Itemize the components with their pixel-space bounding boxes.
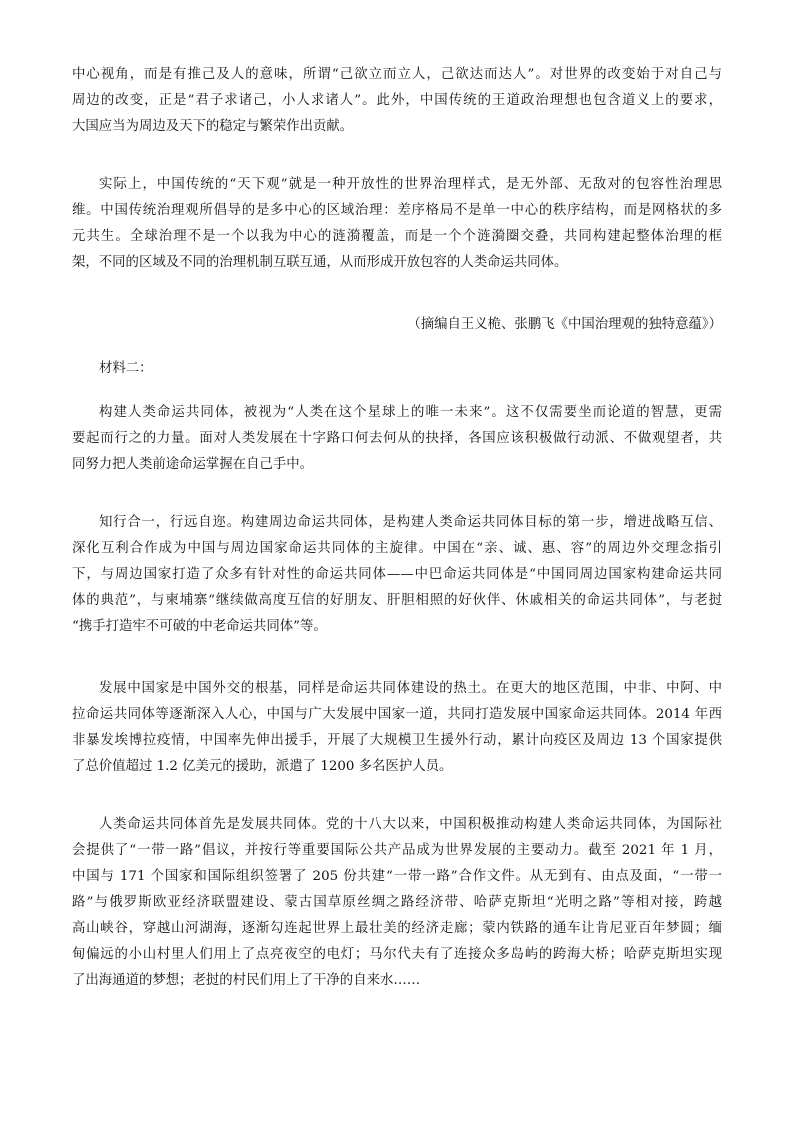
text-line: 知行合一，行远自迩。构建周边命运共同体，是构建人类命运共同体目标的第一步，增进战略互信、 <box>99 515 722 530</box>
material-label: 材料二： <box>99 361 153 376</box>
paragraph-1 <box>72 62 722 140</box>
text-line: 体的典范”，与柬埔寨“继续做高度互信的好朋友、肝胆相照的好伙伴、休戚相关的命运共同体”，与老挝 <box>72 593 722 608</box>
text-line: 甸偏远的小山村里人们用上了点亮夜空的电灯；马尔代夫有了连接众多岛屿的跨海大桥；哈萨克斯坦实现 <box>72 947 722 962</box>
text-line: 拉命运共同体等逐渐深入人心，中国与广大发展中国家一道，共同打造发展中国家命运共同体。2014 年西 <box>72 707 722 722</box>
paragraph-3 <box>72 400 722 478</box>
text-line: 元共生。全球治理不是一个以我为中心的涟漪覆盖，而是一个个涟漪圈交叠，共同构建起整体治理的框 <box>72 229 722 244</box>
text-line: 下，与周边国家打造了众多有针对性的命运共同体——中巴命运共同体是“中国同周边国家构建命运共同 <box>72 567 722 582</box>
text-line: 架，不同的区域及不同的治理机制互联互通，从而形成开放包容的人类命运共同体。 <box>72 255 568 270</box>
text-line: 发展中国家是中国外交的根基，同样是命运共同体建设的热土。在更大的地区范围，中非、中阿、中 <box>99 681 722 696</box>
text-line: 了总价值超过 1.2 亿美元的援助，派遣了 1200 多名医护人员。 <box>72 759 453 774</box>
text-line: 大国应当为周边及天下的稳定与繁荣作出贡献。 <box>72 119 354 134</box>
text-line: 人类命运共同体首先是发展共同体。党的十八大以来，中国积极推动构建人类命运共同体，为国际社 <box>99 817 722 832</box>
paragraph-4 <box>72 510 722 640</box>
text-line: 构建人类命运共同体，被视为“人类在这个星球上的唯一未来”。这不仅需要坐而论道的智慧，更需 <box>99 405 722 420</box>
source-citation: （摘编自王义桅、张鹏飞《中国治理观的独特意蕴》） <box>407 317 722 332</box>
text-line: 了出海通道的梦想；老挝的村民们用上了干净的自来水…… <box>72 973 421 988</box>
text-line: 周边的改变，正是“君子求诸己，小人求诸人”。此外，中国传统的王道政治理想也包含道义上的要求， <box>72 93 722 108</box>
paragraph-6 <box>72 812 722 994</box>
text-line: 深化互利合作成为中国与周边国家命运共同体的主旋律。中国在“亲、诚、惠、容”的周边外交理念指引 <box>72 541 722 556</box>
text-line: 会提供了“一带一路”倡议，并按行等重要国际公共产品成为世界发展的主要动力。截至 2021 年 1 月， <box>72 843 722 858</box>
text-line: 中心视角，而是有推己及人的意味，所谓“己欲立而立人，己欲达而达人”。对世界的改变始于对自己与 <box>72 67 722 82</box>
text-line: 路”与俄罗斯欧亚经济联盟建设、蒙古国草原丝绸之路经济带、哈萨克斯坦“光明之路”等相对接，跨越 <box>72 895 722 910</box>
text-line: “携手打造牢不可破的中老命运共同体”等。 <box>72 619 327 634</box>
text-line: 同努力把人类前途命运掌握在自己手中。 <box>72 457 314 472</box>
text-line: 实际上，中国传统的“天下观”就是一种开放性的世界治理样式，是无外部、无敌对的包容性治理思 <box>99 177 722 192</box>
text-line: 维。中国传统治理观所倡导的是多中心的区域治理：差序格局不是单一中心的秩序结构，而是网格状的多 <box>72 203 722 218</box>
paragraph-2 <box>72 172 722 276</box>
paragraph-5 <box>72 676 722 780</box>
text-line: 中国与 171 个国家和国际组织签署了 205 份共建“一带一路”合作文件。从无到有、由点及面，“一带一 <box>72 869 722 884</box>
text-line: 高山峡谷，穿越山河湖海，逐渐勾连起世界上最壮美的经济走廊；蒙内铁路的通车让肯尼亚百年梦圆；缅 <box>72 921 722 936</box>
text-line: 非暴发埃博拉疫情，中国率先伸出援手，开展了大规模卫生援外行动，累计向疫区及周边 13 个国家提供 <box>72 733 722 748</box>
text-line: 要起而行之的力量。面对人类发展在十字路口何去何从的抉择，各国应该积极做行动派、不做观望者，共 <box>72 431 722 446</box>
